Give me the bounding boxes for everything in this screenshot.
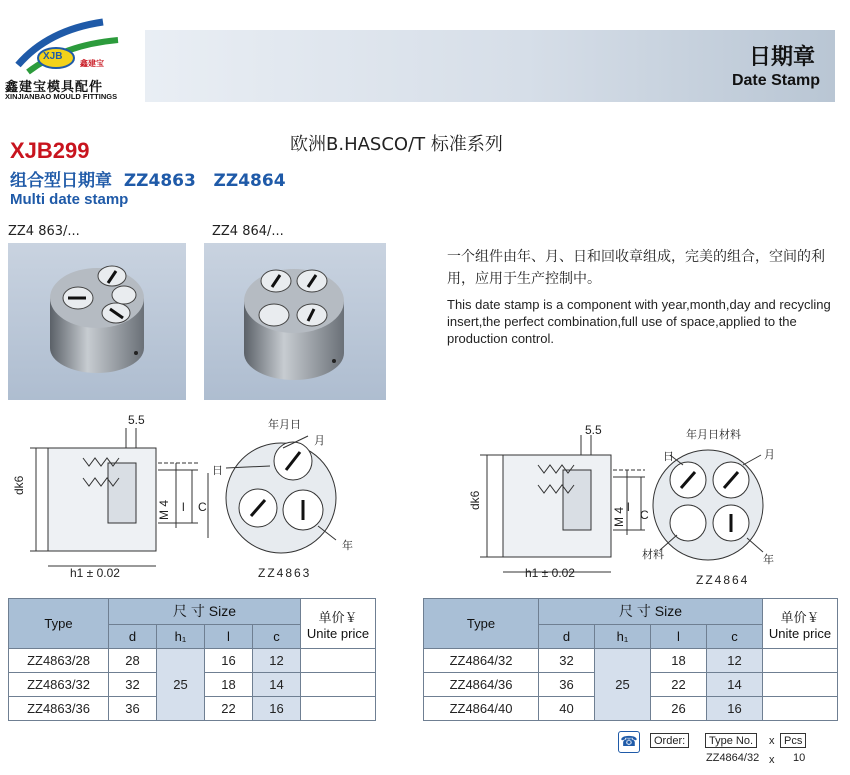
order-x-1: x bbox=[769, 735, 775, 747]
col-price bbox=[301, 599, 376, 649]
col-price-en: Unite price bbox=[768, 625, 832, 641]
order-type-no: Type No. bbox=[705, 733, 757, 748]
order-example-qty: 10 bbox=[793, 752, 806, 764]
technical-drawing-zz4864 bbox=[465, 420, 805, 595]
model-caption-1: ZZ4863 bbox=[258, 566, 312, 580]
col-c: c bbox=[252, 624, 300, 649]
cell-type: ZZ4863/28 bbox=[9, 649, 109, 673]
cell-c: 16 bbox=[706, 697, 762, 721]
product-photo-zz4863 bbox=[8, 243, 186, 400]
col-size: 尺 寸 Size bbox=[539, 599, 763, 625]
company-name-en: XINJIANBAO MOULD FITTINGS bbox=[5, 92, 118, 101]
label-day-2: 日 bbox=[663, 451, 674, 463]
model-caption-2: ZZ4864 bbox=[696, 573, 750, 587]
cell-d: 36 bbox=[109, 697, 157, 721]
col-h1: h₁ bbox=[156, 624, 204, 649]
product-name-cn: 组合型日期章 ZZ4863 ZZ4864 bbox=[10, 171, 286, 191]
cell-l: 18 bbox=[650, 649, 706, 673]
order-pcs: Pcs bbox=[780, 733, 806, 748]
cell-c: 14 bbox=[706, 673, 762, 697]
dim-dk6-2: dk6 bbox=[468, 490, 482, 510]
cell-c: 16 bbox=[252, 697, 300, 721]
logo-badge: XJB bbox=[43, 51, 63, 62]
cell-d: 36 bbox=[539, 673, 595, 697]
dim-m4-1: M 4 bbox=[157, 499, 171, 520]
table-row bbox=[424, 649, 838, 673]
photo-label-2: ZZ4 864/... bbox=[212, 224, 284, 239]
col-size: 尺 寸 Size bbox=[109, 599, 301, 625]
description-en: This date stamp is a component with year,month,day and recycling insert,the perfect combination,full use of space,applied to the production control. bbox=[447, 297, 831, 346]
product-series: 欧洲B.HASCO/T 标准系列 bbox=[290, 134, 503, 155]
spec-table-zz4864 bbox=[423, 598, 838, 721]
cell-d: 32 bbox=[109, 673, 157, 697]
order-label: Order: bbox=[650, 733, 689, 748]
col-l: l bbox=[650, 624, 706, 649]
cell-d: 32 bbox=[539, 649, 595, 673]
cell-c: 12 bbox=[252, 649, 300, 673]
cell-c: 14 bbox=[252, 673, 300, 697]
label-year-2: 年 bbox=[763, 554, 774, 566]
label-month-1: 月 bbox=[314, 435, 325, 447]
page-title-cn: 日期章 bbox=[748, 45, 815, 70]
dim-5-5-1: 5.5 bbox=[128, 413, 145, 427]
dim-l-2: l bbox=[627, 500, 630, 514]
cell-l: 22 bbox=[650, 673, 706, 697]
cell-type: ZZ4863/32 bbox=[9, 673, 109, 697]
photo-label-1: ZZ4 863/... bbox=[8, 224, 80, 239]
table-row bbox=[9, 649, 376, 673]
product-code: XJB299 bbox=[10, 138, 90, 163]
dim-l-1: l bbox=[182, 500, 185, 514]
cell-l: 26 bbox=[650, 697, 706, 721]
cell-l: 18 bbox=[204, 673, 252, 697]
cell-price bbox=[301, 649, 376, 673]
order-example-type: ZZ4864/32 bbox=[706, 752, 760, 764]
dim-c-1: C bbox=[198, 500, 207, 514]
dim-h1-1: h1 ± 0.02 bbox=[70, 566, 120, 580]
cell-price bbox=[763, 649, 838, 673]
product-name-en: Multi date stamp bbox=[10, 191, 129, 208]
cell-price bbox=[763, 673, 838, 697]
cell-d: 40 bbox=[539, 697, 595, 721]
cell-price bbox=[301, 673, 376, 697]
phone-icon: ☎ bbox=[618, 731, 640, 753]
col-type: Type bbox=[9, 599, 109, 649]
cell-price bbox=[301, 697, 376, 721]
product-photo-zz4864 bbox=[204, 243, 386, 400]
cell-c: 12 bbox=[706, 649, 762, 673]
company-name-cn: 鑫建宝模具配件 bbox=[5, 80, 104, 95]
label-year-1: 年 bbox=[342, 540, 353, 552]
logo-cn-small: 鑫建宝 bbox=[80, 59, 104, 68]
cell-type: ZZ4863/36 bbox=[9, 697, 109, 721]
dim-c-2: C bbox=[640, 508, 649, 522]
title-bar bbox=[145, 30, 835, 102]
label-ymd-material: 年月日材料 bbox=[686, 429, 741, 441]
dim-m4-2: M 4 bbox=[612, 506, 626, 527]
dim-dk6-1: dk6 bbox=[12, 475, 26, 495]
page-title-en: Date Stamp bbox=[731, 72, 820, 89]
description-cn: 一个组件由年、月、日和回收章组成，完美的组合，空间的利用，应用于生产控制中。 bbox=[447, 249, 825, 287]
col-price-cn: 单价￥ bbox=[780, 609, 820, 625]
label-month-2: 月 bbox=[764, 449, 775, 461]
cell-type: ZZ4864/40 bbox=[424, 697, 539, 721]
col-price-cn: 单价￥ bbox=[318, 609, 358, 625]
dim-h1-2: h1 ± 0.02 bbox=[525, 566, 575, 580]
label-material: 材料 bbox=[642, 549, 664, 561]
cell-price bbox=[763, 697, 838, 721]
cell-type: ZZ4864/36 bbox=[424, 673, 539, 697]
col-c: c bbox=[706, 624, 762, 649]
col-type: Type bbox=[424, 599, 539, 649]
cell-l: 22 bbox=[204, 697, 252, 721]
cell-h1: 25 bbox=[594, 649, 650, 721]
col-h1: h₁ bbox=[594, 624, 650, 649]
cell-type: ZZ4864/32 bbox=[424, 649, 539, 673]
col-l: l bbox=[204, 624, 252, 649]
label-ymd-1: 年月日 bbox=[268, 419, 301, 431]
cell-d: 28 bbox=[109, 649, 157, 673]
col-price bbox=[763, 599, 838, 649]
dim-5-5-2: 5.5 bbox=[585, 423, 602, 437]
col-price-en: Unite price bbox=[306, 625, 370, 641]
cell-l: 16 bbox=[204, 649, 252, 673]
col-d: d bbox=[109, 624, 157, 649]
cell-h1: 25 bbox=[156, 649, 204, 721]
col-d: d bbox=[539, 624, 595, 649]
spec-table-zz4863 bbox=[8, 598, 376, 721]
order-x-2: x bbox=[769, 754, 775, 766]
label-day-1: 日 bbox=[212, 465, 223, 477]
